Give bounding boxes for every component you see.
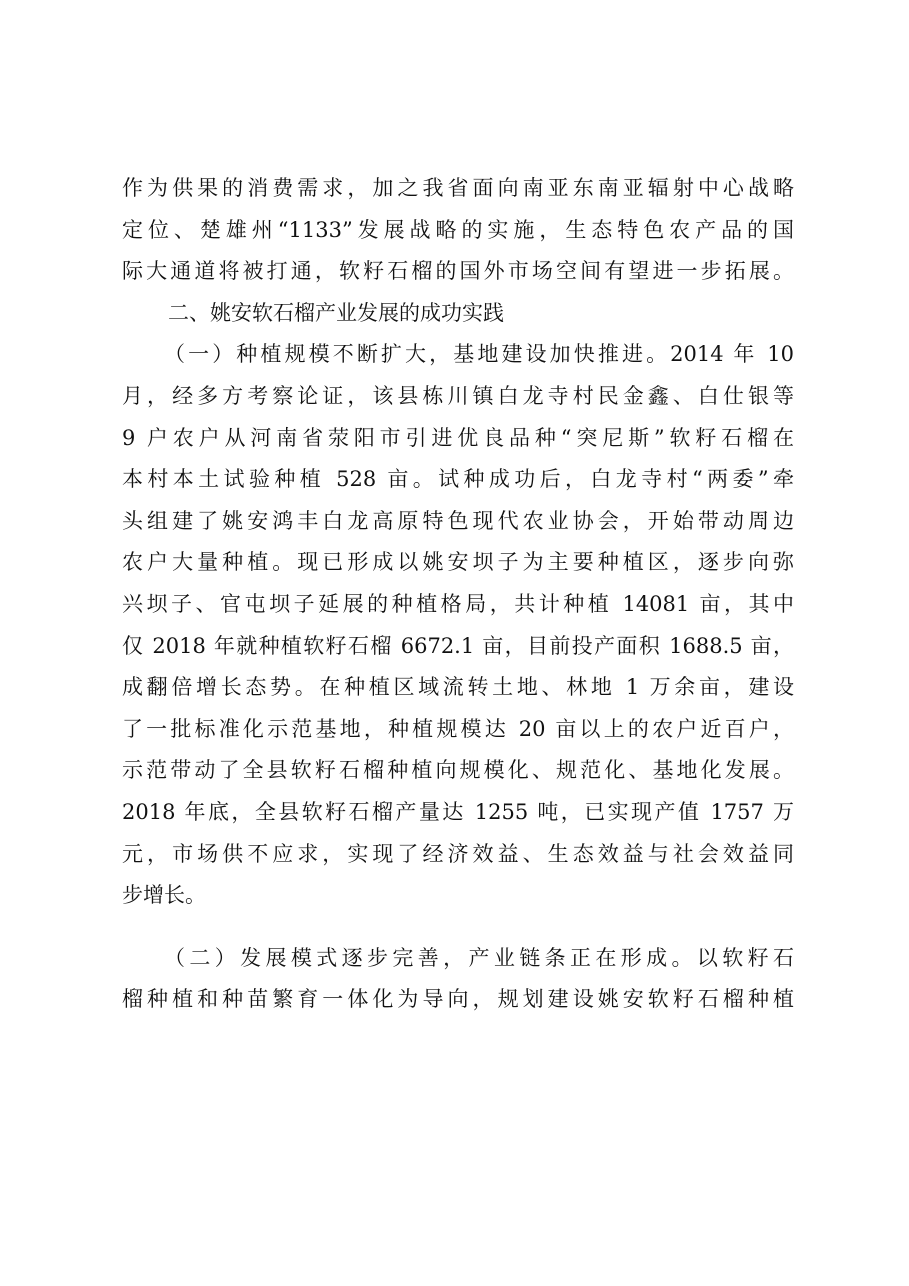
paragraph bbox=[122, 334, 794, 916]
text-line: 农户大量种植。现已形成以姚安坝子为主要种植区，逐步向弥 bbox=[122, 550, 794, 575]
text-line: （一）种植规模不断扩大，基地建设加快推进。2014 年 10 bbox=[164, 342, 794, 367]
text-line: 兴坝子、官屯坝子延展的种植格局，共计种植 14081 亩，其中 bbox=[122, 591, 794, 616]
text-line: （二）发展模式逐步完善，产业链条正在形成。以软籽石 bbox=[164, 945, 794, 970]
text-line: 本村本土试验种植 528 亩。试种成功后，白龙寺村“两委”牵 bbox=[122, 467, 794, 492]
text-line: 仅 2018 年就种植软籽石榴 6672.1 亩，目前投产面积 1688.5 亩， bbox=[122, 633, 794, 658]
text-line: 元，市场供不应求，实现了经济效益、生态效益与社会效益同 bbox=[122, 841, 794, 866]
document-body bbox=[122, 168, 794, 1021]
text-line: 作为供果的消费需求，加之我省面向南亚东南亚辐射中心战略 bbox=[122, 176, 794, 200]
text-line: 际大通道将被打通，软籽石榴的国外市场空间有望进一步拓展。 bbox=[122, 259, 794, 284]
text-line: 步增长。 bbox=[122, 883, 206, 908]
section-heading: 二、姚安软石榴产业发展的成功实践 bbox=[168, 300, 504, 325]
text-line: 示范带动了全县软籽石榴种植向规模化、规范化、基地化发展。 bbox=[122, 758, 794, 783]
text-line: 月，经多方考察论证，该县栋川镇白龙寺村民金鑫、白仕银等 bbox=[122, 383, 794, 408]
text-line: 定位、楚雄州“1133”发展战略的实施，生态特色农产品的国 bbox=[122, 217, 794, 242]
text-line: 成翻倍增长态势。在种植区域流转土地、林地 1 万余亩，建设 bbox=[122, 675, 794, 700]
text-line: 9 户农户从河南省荥阳市引进优良品种“突尼斯”软籽石榴在 bbox=[122, 425, 794, 450]
text-line: 2018 年底，全县软籽石榴产量达 1255 吨，已实现产值 1757 万 bbox=[122, 799, 794, 824]
text-line: 榴种植和种苗繁育一体化为导向，规划建设姚安软籽石榴种植 bbox=[122, 987, 794, 1012]
paragraph bbox=[122, 168, 794, 293]
text-line: 了一批标准化示范基地，种植规模达 20 亩以上的农户近百户， bbox=[122, 716, 794, 741]
paragraph-gap bbox=[122, 917, 794, 938]
text-line: 头组建了姚安鸿丰白龙高原特色现代农业协会，开始带动周边 bbox=[122, 508, 794, 533]
paragraph bbox=[122, 938, 794, 1021]
